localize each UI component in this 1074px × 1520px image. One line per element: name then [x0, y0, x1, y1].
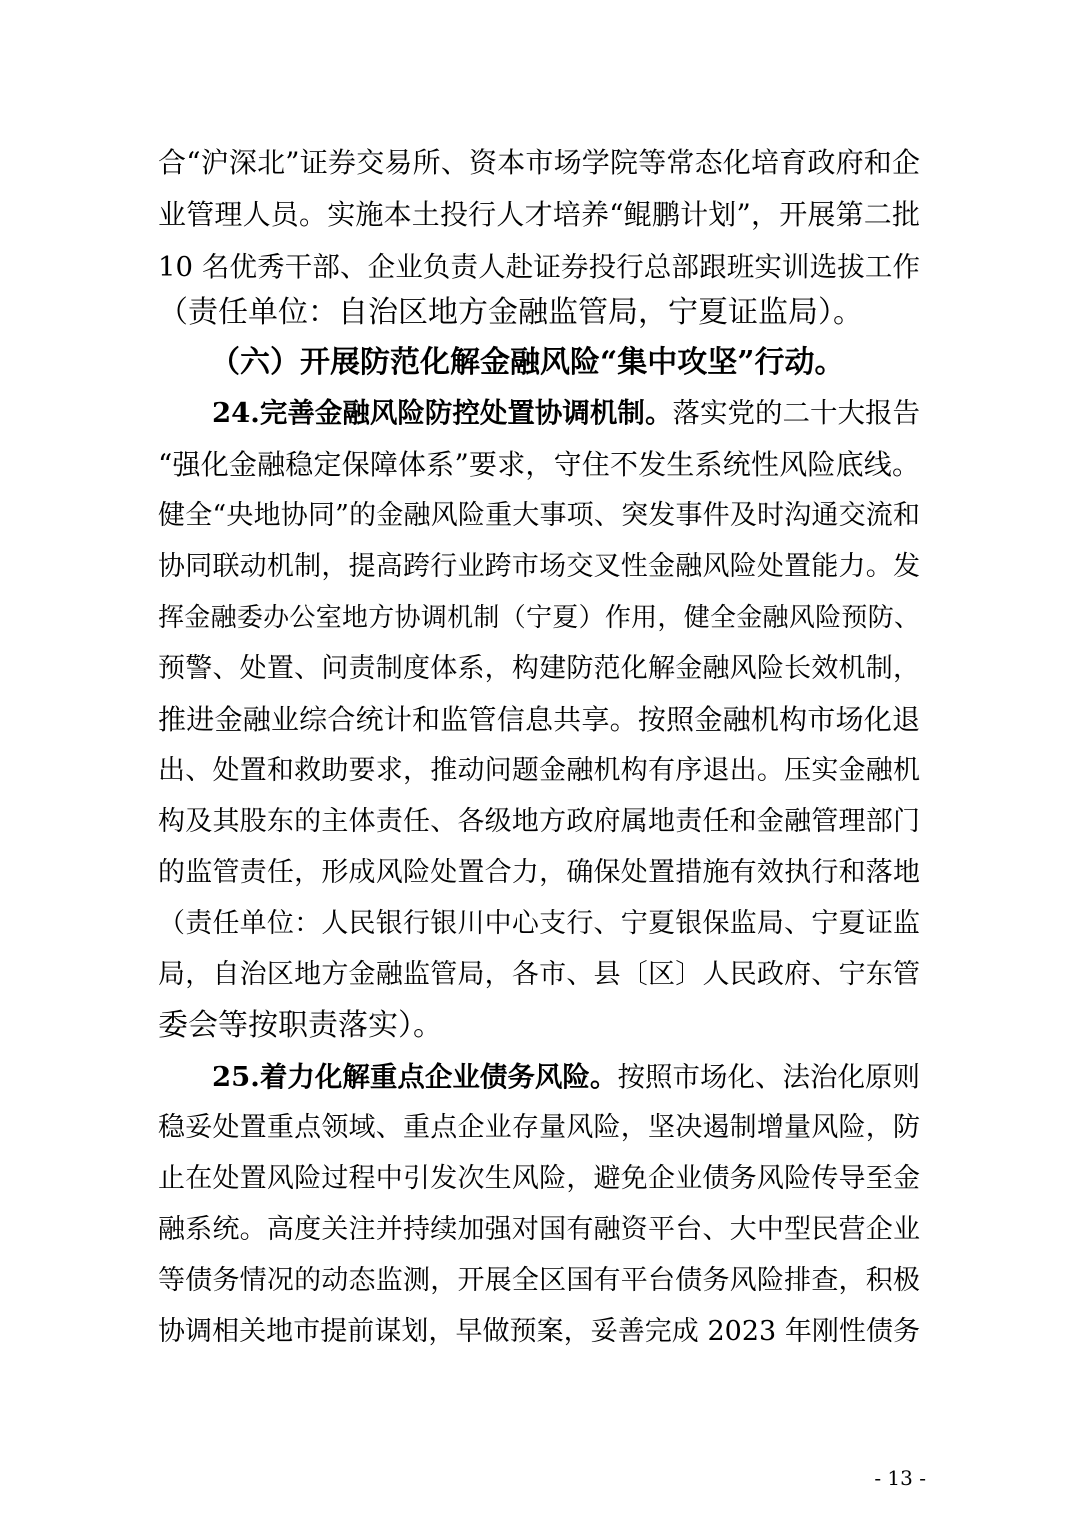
- body-text-line: 委会等按职责落实）。: [158, 1008, 443, 1043]
- body-text-line: 稳妥处置重点领域、重点企业存量风险，坚决遏制增量风险，防: [158, 1112, 920, 1143]
- body-text-line: 推进金融业综合统计和监管信息共享。按照金融机构市场化退: [158, 703, 920, 736]
- body-text-line: 业管理人员。实施本土投行人才培养“鲲鹏计划”，开展第二批: [158, 198, 920, 231]
- body-text-line: 挥金融委办公室地方协调机制（宁夏）作用，健全金融风险预防、: [158, 603, 920, 633]
- body-text-line: （责任单位：自治区地方金融监管局，宁夏证监局）。: [158, 295, 863, 330]
- body-text-line: 的监管责任，形成风险处置合力，确保处置措施有效执行和落地: [158, 857, 920, 888]
- body-text-line: 协同联动机制，提高跨行业跨市场交叉性金融风险处置能力。发: [158, 551, 920, 582]
- body-text-line: 等债务情况的动态监测，开展全区国有平台债务风险排查，积极: [158, 1265, 920, 1296]
- page-number: - 13 -: [874, 1466, 926, 1490]
- section-heading: （六）开展防范化解金融风险“集中攻坚”行动。: [210, 345, 845, 380]
- item-25-title: 25.着力化解重点企业债务风险。: [212, 1061, 618, 1093]
- item-24-title: 24.完善金融风险防控处置协调机制。: [212, 397, 673, 429]
- body-text-line: 出、处置和救助要求，推动问题金融机构有序退出。压实金融机: [158, 755, 920, 786]
- body-text-line: 预警、处置、问责制度体系，构建防范化解金融风险长效机制，: [158, 653, 920, 684]
- body-text-line: “强化金融稳定保障体系”要求，守住不发生系统性风险底线。: [158, 448, 920, 481]
- body-text-line: 止在处置风险过程中引发次生风险，避免企业债务风险传导至金: [158, 1163, 920, 1194]
- body-text-line: 10 名优秀干部、企业负责人赴证券投行总部跟班实训选拔工作: [158, 251, 920, 283]
- body-text-line: 局，自治区地方金融监管局，各市、县〔区〕人民政府、宁东管: [158, 959, 920, 990]
- body-text-line: 协调相关地市提前谋划，早做预案，妥善完成 2023 年刚性债务: [158, 1316, 920, 1347]
- item-25-first-line: [212, 1057, 920, 1097]
- body-text-line: 合“沪深北”证券交易所、资本市场学院等常态化培育政府和企: [158, 146, 920, 179]
- body-text-line: 融系统。高度关注并持续加强对国有融资平台、大中型民营企业: [158, 1214, 920, 1245]
- body-text-line: 健全“央地协同”的金融风险重大事项、突发事件及时沟通交流和: [158, 500, 920, 531]
- body-text-line: （责任单位：人民银行银川中心支行、宁夏银保监局、宁夏证监: [158, 908, 920, 939]
- item-24-first-line: [212, 393, 920, 433]
- item-25-first-line-text: 按照市场化、法治化原则: [617, 1061, 921, 1093]
- body-text-line: 构及其股东的主体责任、各级地方政府属地责任和金融管理部门: [158, 806, 920, 837]
- item-24-first-line-text: 落实党的二十大报告: [672, 397, 921, 429]
